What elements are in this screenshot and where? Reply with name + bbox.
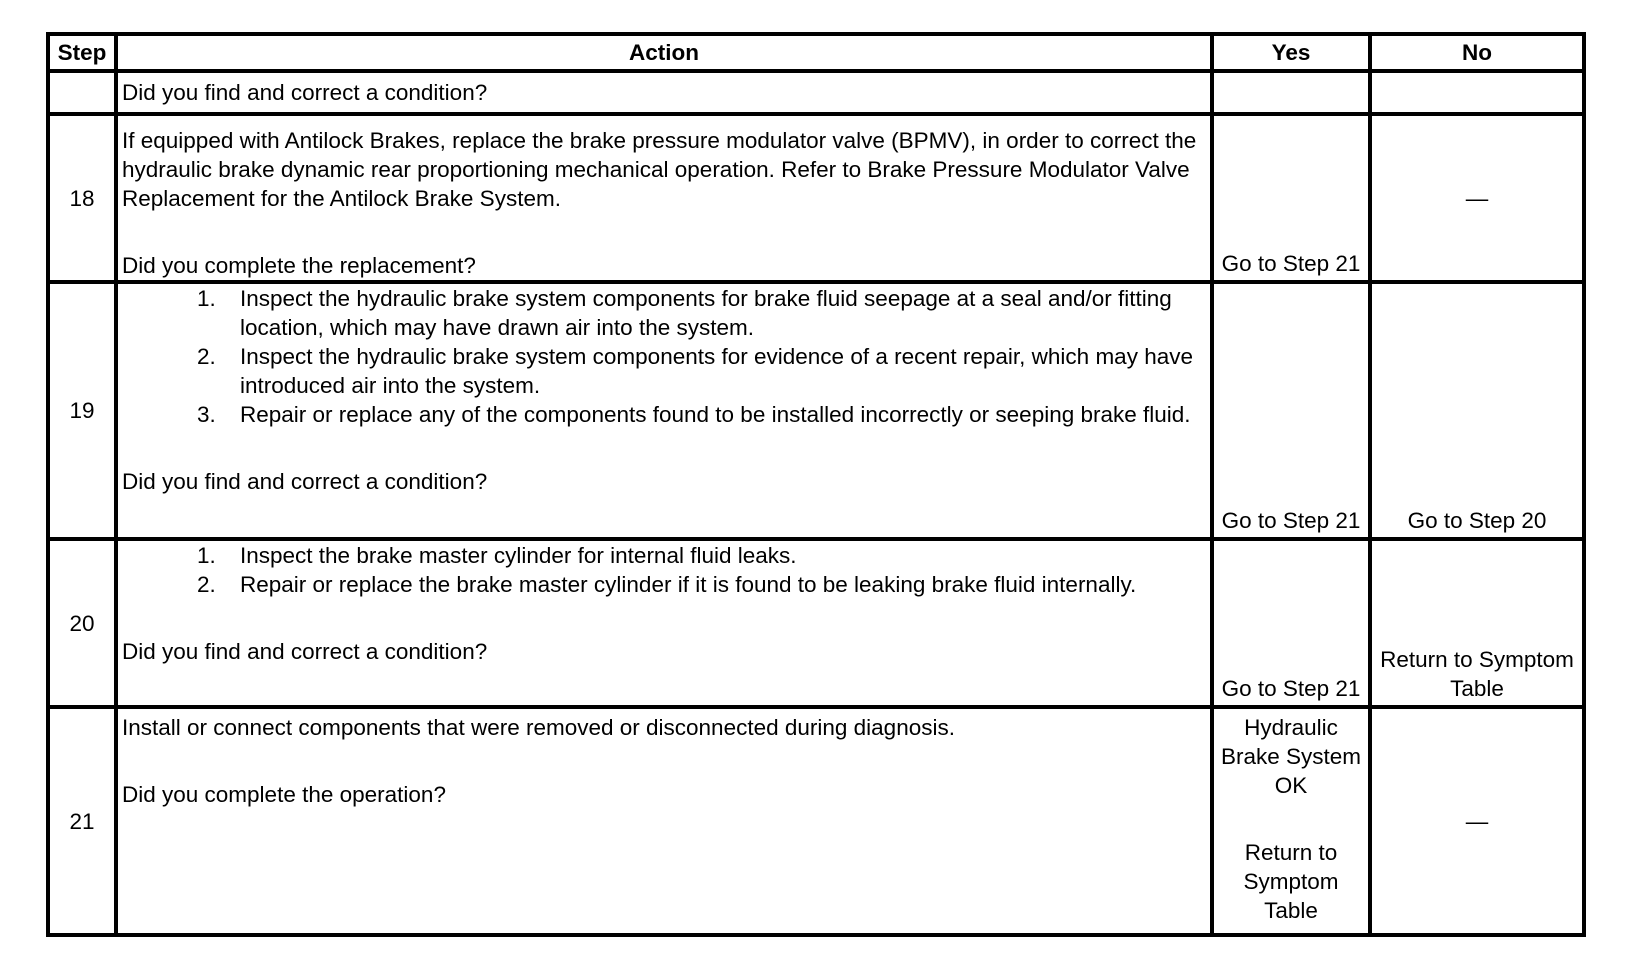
action-list (122, 541, 1206, 599)
action-cell (116, 71, 1212, 114)
no-cell: Return to Symptom Table (1370, 539, 1584, 707)
question: Did you complete the replacement? (122, 253, 476, 278)
question: Did you complete the operation? (122, 782, 446, 807)
no-cell: — (1370, 707, 1584, 935)
yes-result-return: Return to Symptom Table (1243, 840, 1339, 923)
yes-cell (1212, 707, 1370, 935)
list-item: 1. Inspect the hydraulic brake system components for brake fluid seepage at a seal and/or fitting location, which may have drawn air into the system. (222, 284, 1206, 342)
action-cell (116, 114, 1212, 282)
yes-cell: Go to Step 21 (1212, 539, 1370, 707)
question: Did you find and correct a condition? (122, 80, 488, 105)
action-cell (116, 539, 1212, 707)
yes-result: Hydraulic Brake System OK (1220, 715, 1362, 798)
action-cell (116, 282, 1212, 539)
table-row (48, 114, 1584, 282)
table-row (48, 539, 1584, 707)
no-cell: Go to Step 20 (1370, 282, 1584, 539)
table-row (48, 707, 1584, 935)
step-number: 20 (48, 539, 116, 707)
no-cell (1370, 71, 1584, 114)
yes-cell: Go to Step 21 (1212, 282, 1370, 539)
action-text: If equipped with Antilock Brakes, replace the brake pressure modulator valve (BPMV), in order to correct the hydraulic brake dynamic rear proportioning mechanical operation. Refer to Brake Pressure Modulator Valve Replacement for the Antilock Brake System. (122, 128, 1197, 211)
header-no: No (1370, 34, 1584, 71)
diagnostic-table (46, 32, 1586, 937)
question: Did you find and correct a condition? (122, 469, 488, 494)
table-row (48, 71, 1584, 114)
header-yes: Yes (1212, 34, 1370, 71)
header-row (48, 34, 1584, 71)
yes-cell (1212, 71, 1370, 114)
step-number: 18 (48, 114, 116, 282)
table-row (48, 282, 1584, 539)
list-item: 3. Repair or replace any of the components found to be installed incorrectly or seeping brake fluid. (222, 400, 1206, 429)
action-text: Install or connect components that were removed or disconnected during diagnosis. (122, 715, 955, 740)
header-step: Step (48, 34, 116, 71)
list-item: 2. Repair or replace the brake master cylinder if it is found to be leaking brake fluid internally. (222, 570, 1206, 599)
step-number: 19 (48, 282, 116, 539)
header-action: Action (116, 34, 1212, 71)
action-cell (116, 707, 1212, 935)
list-item: 2. Inspect the hydraulic brake system components for evidence of a recent repair, which may have introduced air into the system. (222, 342, 1206, 400)
no-cell: — (1370, 114, 1584, 282)
yes-cell: Go to Step 21 (1212, 114, 1370, 282)
step-number (48, 71, 116, 114)
step-number: 21 (48, 707, 116, 935)
question: Did you find and correct a condition? (122, 639, 488, 664)
list-item: 1. Inspect the brake master cylinder for internal fluid leaks. (222, 541, 1206, 570)
action-list (122, 284, 1206, 429)
